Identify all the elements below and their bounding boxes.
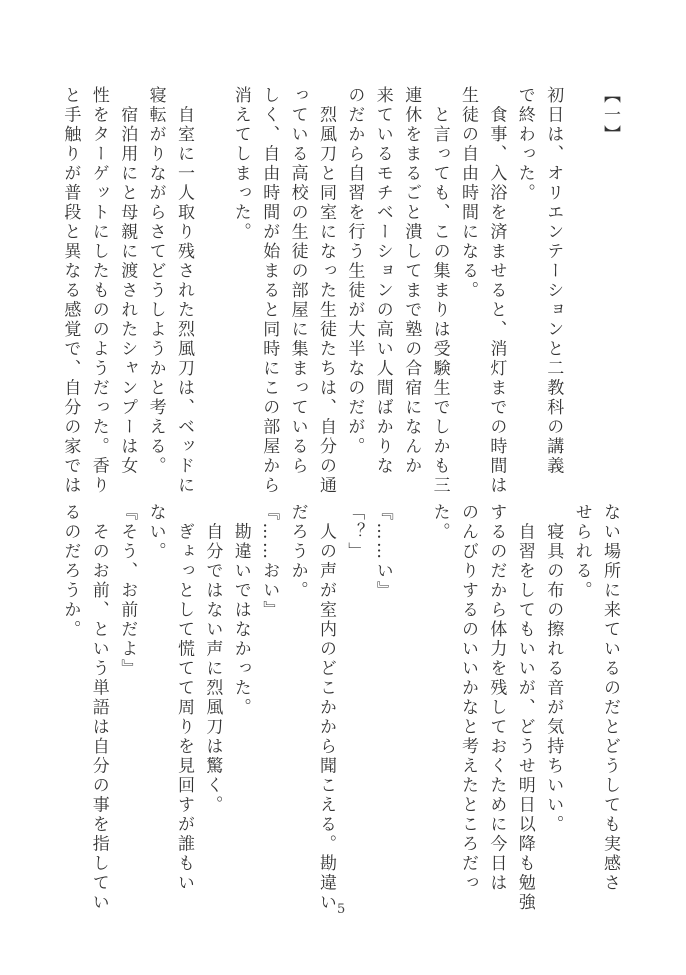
text-line: するのだから体力を残しておくために今日は	[486, 503, 507, 893]
text-line: と言っても、この集まりは受験生でしかも三	[429, 86, 450, 496]
text-line: そのお前、という単語は自分の事を指してい	[88, 503, 109, 913]
text-line: ぎょっとして慌てて周りを見回すが誰もい	[174, 503, 194, 893]
text-line: 自分ではない声に烈風刀は驚く。	[202, 503, 223, 815]
text-line: た。	[429, 503, 450, 542]
text-line: 『そう、お前だよ』	[117, 503, 138, 679]
text-line: ない場所に来ているのだとどうしても実感さ	[600, 503, 620, 893]
text-line: 食事、入浴を済ませると、消灯までの時間は	[486, 86, 507, 496]
text-line: せられる。	[571, 503, 592, 601]
text-line: 【一】	[600, 86, 620, 145]
text-line: 宿泊用にと母親に渡されたシャンプーは女	[117, 86, 138, 476]
text-line: 自習をしてもいいが、どうせ明日以降も勉強	[514, 503, 535, 913]
text-line: 消えてしまった。	[230, 86, 251, 242]
text-line: るのだろうか。	[60, 503, 81, 640]
text-line: 性をターゲットにしたもののようだった。香り	[88, 86, 109, 496]
text-line: で終わった。	[514, 86, 535, 203]
text-line: 人の声が室内のどこかから聞こえる。勘違い	[316, 503, 336, 913]
text-line: のだから自習を行う生徒が大半なのだが。	[344, 86, 365, 457]
text-line: っている高校の生徒の部屋に集まっているら	[287, 86, 308, 476]
page-number: 5	[337, 902, 346, 917]
text-line: 来ているモチベーションの高い人間ばかりな	[372, 86, 393, 476]
text-line: 初日は、オリエンテーションと二教科の講義	[543, 86, 564, 476]
text-line: 生徒の自由時間になる。	[458, 86, 478, 301]
text-line: 自室に一人取り残された烈風刀は、ベッドに	[174, 86, 194, 496]
text-line: 寝転がりながらさてどうしようかと考える。	[145, 86, 166, 476]
text-line: 連休をまるごと潰してまで塾の合宿になんか	[401, 86, 422, 476]
text-line: と手触りが普段と異なる感覚で、自分の家では	[60, 86, 81, 496]
text-line: しく、自由時間が始まると同時にこの部屋から	[259, 86, 280, 496]
text-line: 「？」	[344, 503, 365, 562]
text-line: 寝具の布の擦れる音が気持ちいい。	[543, 503, 564, 835]
text-line: 『……おい』	[259, 503, 280, 620]
text-line: だろうか。	[287, 503, 308, 601]
text-line: ない。	[145, 503, 166, 562]
text-line: のんびりするのいいかなと考えたところだっ	[458, 503, 478, 893]
text-line: 烈風刀と同室になった生徒たちは、自分の通	[316, 86, 336, 496]
text-line: 『……い』	[372, 503, 393, 601]
text-line: 勘違いではなかった。	[230, 503, 251, 718]
